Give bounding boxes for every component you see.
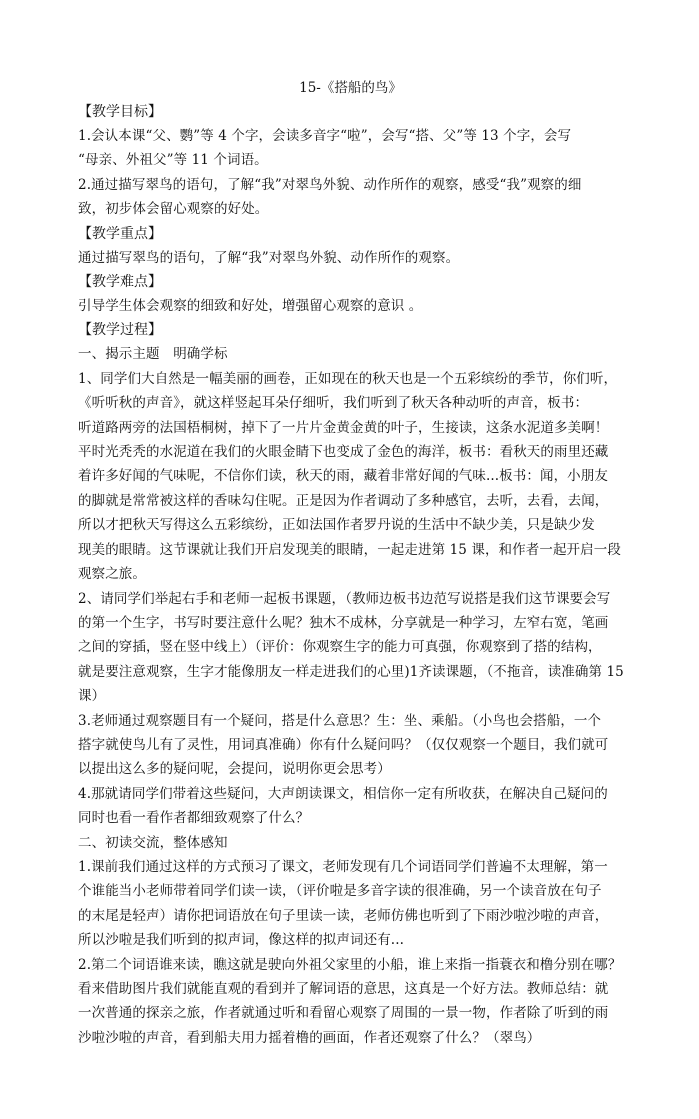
text-line: 引导学生体会观察的细致和好处，增强留心观察的意识 。 bbox=[78, 298, 423, 315]
text-line: 的第一个生字，书写时要注意什么呢？独木不成林，分享就是一种学习，左窄右宽，笔画 bbox=[78, 614, 609, 631]
text-line: 的脚就是常常被这样的香味勾住呢。正是因为作者调动了多种感官，去听，去看，去闻， bbox=[78, 492, 609, 509]
part-2-heading bbox=[78, 831, 623, 855]
text-line: 【教学目标】 bbox=[78, 104, 162, 120]
step-1-1 bbox=[78, 367, 623, 587]
step-1-2 bbox=[78, 587, 623, 709]
text-line: 4.那就请同学们带着这些疑问，大声朗读课文，相信你一定有所收获，在解决自己疑问的 bbox=[78, 785, 608, 802]
text-line: 就是要注意观察，生字才能像朋友一样走进我们的心里)1齐读课题，（不拖音，读准确第 15 bbox=[78, 663, 624, 680]
text-line: 【教学难点】 bbox=[78, 274, 162, 291]
key-point-text bbox=[78, 246, 623, 270]
text-line: 搭字就使鸟儿有了灵性，用词真准确）你有什么疑问吗？（仅仅观察一个题目，我们就可 bbox=[78, 736, 609, 753]
step-2-1 bbox=[78, 855, 623, 953]
section-heading-process bbox=[78, 318, 623, 342]
text-line: 之间的穿插，竖在竖中线上）（评价：你观察生字的能力可真强，你观察到了搭的结构， bbox=[78, 639, 602, 656]
text-line: 沙啦沙啦的声音，看到船夫用力摇着橹的画面，作者还观察了什么？（翠鸟） bbox=[78, 1029, 541, 1046]
part-1-heading bbox=[78, 342, 623, 366]
text-line: 2、请同学们举起右手和老师一起板书课题，（教师边板书边范写说搭是我们这节课要会写 bbox=[78, 590, 611, 607]
text-line: 同时也看一看作者都细致观察了什么？ bbox=[78, 810, 310, 827]
text-line: 通过描写翠鸟的语句，了解“我”对翠鸟外貌、动作所作的观察。 bbox=[78, 249, 460, 266]
text-line: 着许多好闻的气味呢，不信你们读，秋天的雨，藏着非常好闻的气味...板书：闻，小朋友 bbox=[78, 468, 608, 485]
text-line: 所以沙啦是我们听到的拟声词，像这样的拟声词还有... bbox=[78, 932, 404, 949]
step-2-2 bbox=[78, 953, 623, 1051]
text-line: 3.老师通过观察题目有一个疑问，搭是什么意思？生：坐、乘船。（小鸟也会搭船，一个 bbox=[78, 712, 602, 729]
text-line: 二、初读交流，整体感知 bbox=[78, 834, 228, 851]
text-line: 致，初步体会留心观察的好处。 bbox=[78, 201, 269, 218]
text-line: 个谁能当小老师带着同学们读一读，（评价啦是多音字读的很准确，另一个读音放在句子 bbox=[78, 883, 602, 900]
text-line: 2.第二个词语谁来读，瞧这就是驶向外祖父家里的小船，谁上来指一指蓑衣和橹分别在哪？ bbox=[78, 956, 622, 973]
text-line: 一次普通的探亲之旅，作者就通过听和看留心观察了周围的一景一物，作者除了听到的雨 bbox=[78, 1005, 609, 1022]
text-line: “母亲、外祖父”等 11 个词语。 bbox=[78, 152, 268, 169]
text-line: 【教学重点】 bbox=[78, 225, 162, 242]
text-line: 课） bbox=[78, 688, 106, 705]
text-line: 《听听秋的声音》，就这样竖起耳朵仔细听，我们听到了秋天各种动听的声音，板书： bbox=[78, 395, 589, 412]
text-line: 听道路两旁的法国梧桐树，掉下了一片片金黄金黄的叶子，生接读，这条水泥道多美啊！ bbox=[78, 419, 609, 436]
section-heading-difficulties bbox=[78, 270, 623, 294]
section-heading-objectives bbox=[78, 100, 623, 124]
text-line: 平时光秃秃的水泥道在我们的火眼金睛下也变成了金色的海洋，板书：看秋天的雨里还藏 bbox=[78, 444, 609, 461]
lesson-plan-page bbox=[78, 76, 623, 1050]
document-body bbox=[78, 100, 623, 1050]
text-line: 观察之旅。 bbox=[78, 566, 146, 583]
text-line: 1.课前我们通过这样的方式预习了课文，老师发现有几个词语同学们普遍不太理解，第一 bbox=[78, 858, 608, 875]
objective-1 bbox=[78, 124, 623, 173]
text-line: 一、揭示主题 明确学标 bbox=[78, 346, 228, 363]
text-line: 以提出这么多的疑问呢，会提问，说明你更会思考） bbox=[78, 761, 391, 778]
text-line: 所以才把秋天写得这么五彩缤纷，正如法国作者罗丹说的生活中不缺少美，只是缺少发 bbox=[78, 517, 595, 534]
text-line: 【教学过程】 bbox=[78, 322, 162, 339]
objective-2 bbox=[78, 173, 623, 222]
text-line: 2.通过描写翠鸟的语句，了解“我”对翠鸟外貌、动作所作的观察，感受“我”观察的细 bbox=[78, 176, 582, 193]
text-line: 现美的眼睛。这节课就让我们开启发现美的眼睛，一起走进第 15 课，和作者一起开启一段 bbox=[78, 541, 621, 558]
text-line: 1.会认本课“父、鹦”等 4 个字，会读多音字“啦”，会写“搭、父”等 13 个字，会写 bbox=[78, 128, 572, 144]
step-1-3 bbox=[78, 709, 623, 782]
section-heading-key-points bbox=[78, 222, 623, 246]
step-1-4 bbox=[78, 782, 623, 831]
text-line: 的末尾是轻声）请你把词语放在句子里读一读，老师仿佛也听到了下雨沙啦沙啦的声音， bbox=[78, 907, 609, 924]
text-line: 看来借助图片我们就能直观的看到并了解词语的意思，这真是一个好方法。教师总结：就 bbox=[78, 981, 609, 997]
text-line: 1、同学们大自然是一幅美丽的画卷，正如现在的秋天也是一个五彩缤纷的季节，你们听， bbox=[78, 370, 618, 387]
document-title: 15-《搭船的鸟》 bbox=[299, 80, 402, 96]
difficulty-text bbox=[78, 294, 623, 318]
